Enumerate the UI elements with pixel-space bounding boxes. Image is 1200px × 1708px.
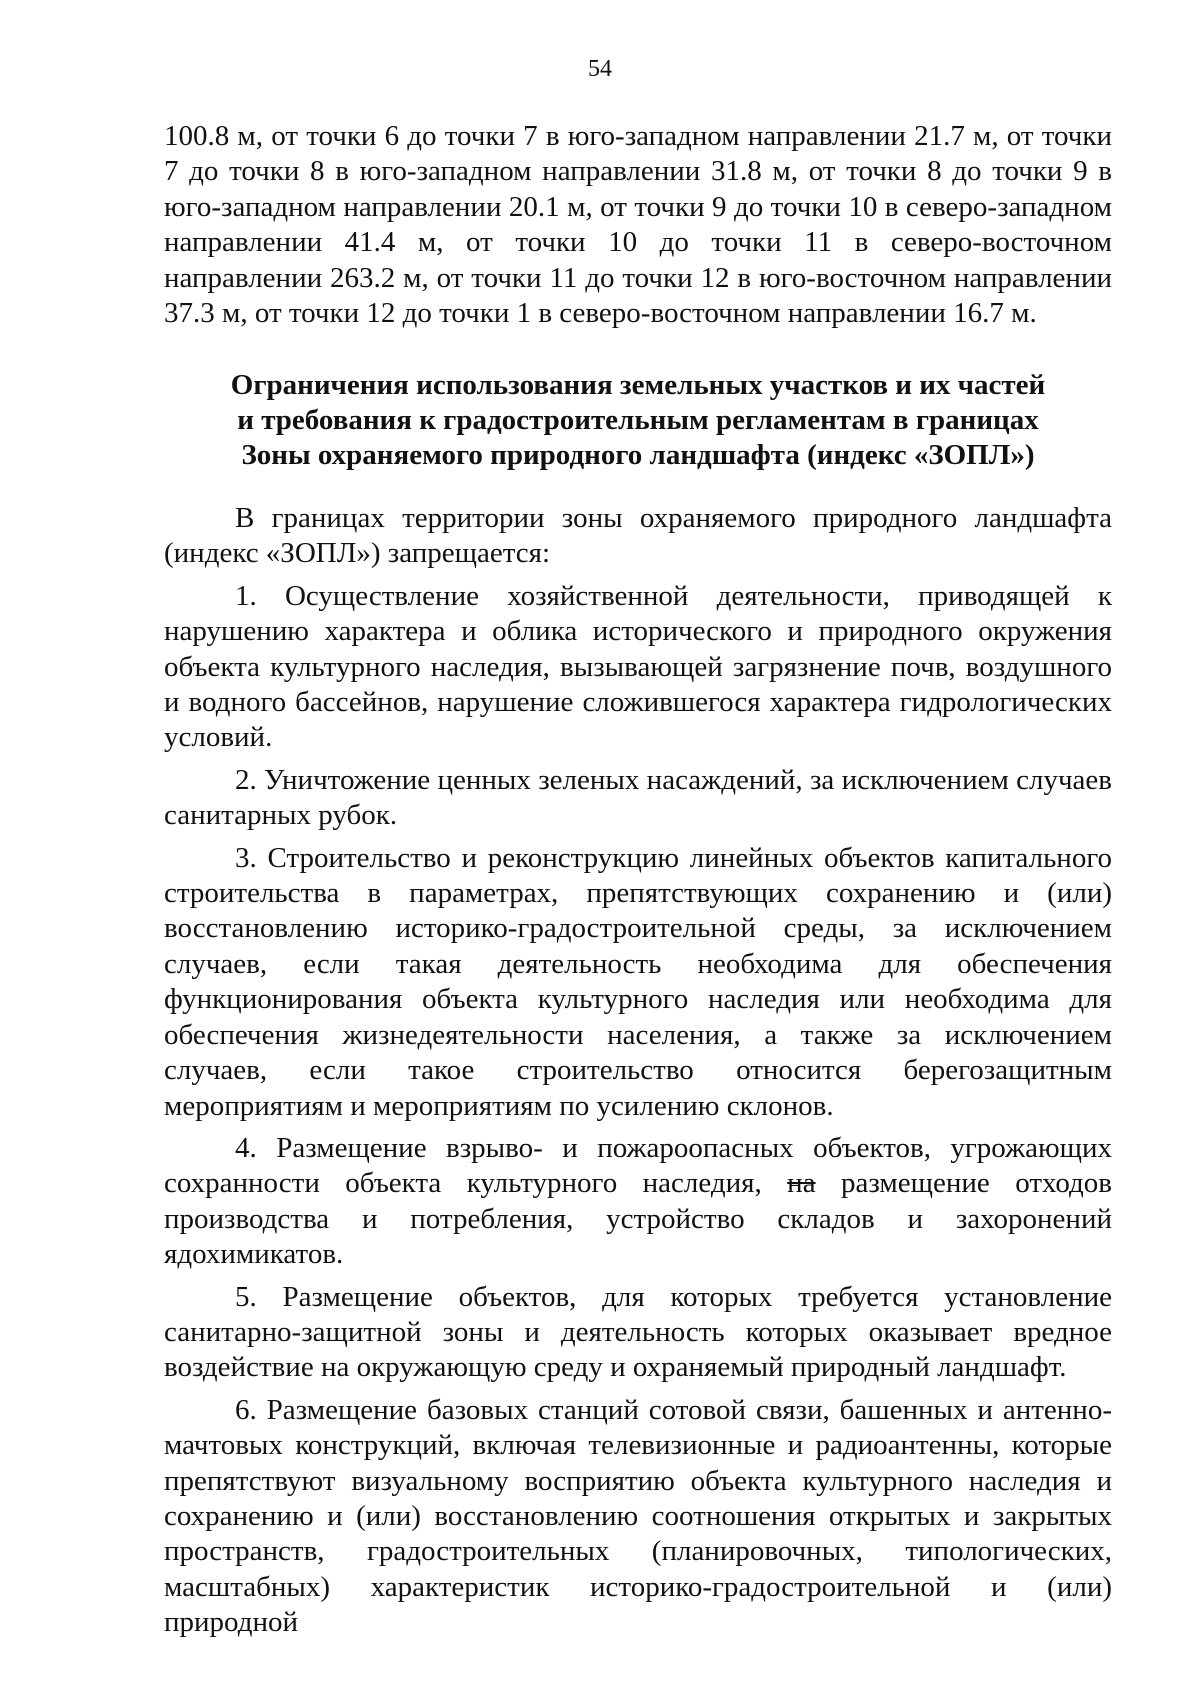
heading-line-3: Зоны охраняемого природного ландшафта (индекс «ЗОПЛ») (241, 439, 1035, 471)
list-item-6: 6. Размещение базовых станций сотовой связи, башенных и антенно-мачтовых конструкций, включая телевизионные и радиоантенны, которые препятствуют визуальному восприятию объекта культурного наследия и сохранению и (или) восстановлению соотношения открытых и закрытых пространств, градостроительных (планировочных, типологических, масштабных) характеристик историко-градостроительной и (или) природной (164, 1393, 1112, 1639)
heading-line-2: и требования к градостроительным регламентам в границах (237, 404, 1039, 436)
list-item-4-text-b: размещение отходов производства и потребления, устройство складов и захоронений ядохимикатов. (164, 1167, 1113, 1271)
list-item-4-text-a: 4. Размещение взрыво- и пожароопасных объектов, угрожающих сохранности объекта культурного наследия, (164, 1131, 1112, 1200)
struck-word: на (787, 1167, 816, 1200)
intro-paragraph: 100.8 м, от точки 6 до точки 7 в юго-западном направлении 21.7 м, от точки 7 до точки 8 в юго-западном направлении 31.8 м, от точки 8 до точки 9 в юго-западном направлении 20.1 м, от точки 9 до точки 10 в северо-западном направлении 41.4 м, от точки 10 до точки 11 в северо-восточном направлении 263.2 м, от точки 11 до точки 12 в юго-восточном направлении 37.3 м, от точки 12 до точки 1 в северо-восточном направлении 16.7 м. (164, 120, 1112, 330)
heading-line-1: Ограничения использования земельных участков и их частей (230, 369, 1046, 401)
page-number: 54 (588, 56, 612, 82)
list-item-5: 5. Размещение объектов, для которых требуется установление санитарно-защитной зоны и деятельность которых оказывает вредное воздействие на окружающую среду и охраняемый природный ландшафт. (164, 1280, 1112, 1384)
intro-section (164, 119, 1112, 331)
list-item-2: 2. Уничтожение ценных зеленых насаждений, за исключением случаев санитарных рубок. (164, 763, 1112, 832)
list-item-3: 3. Строительство и реконструкцию линейных объектов капитального строительства в параметрах, препятствующих сохранению и (или) восстановлению историко-градостроительной среды, за исключением случаев, если такая деятельность необходима для обеспечения функционирования объекта культурного наследия или необходима для обеспечения жизнедеятельности населения, а также за исключением случаев, если такое строительство относится берегозащитным мероприятиям и мероприятиям по усилению склонов. (164, 841, 1112, 1122)
lead-paragraph: В границах территории зоны охраняемого природного ландшафта (индекс «ЗОПЛ») запрещается: (164, 502, 1112, 570)
body-section (164, 501, 1112, 1641)
list-item-4 (164, 1131, 1112, 1273)
section-heading (164, 368, 1112, 473)
list-item-1: 1. Осуществление хозяйственной деятельности, приводящей к нарушению характера и облика исторического и природного окружения объекта культурного наследия, вызывающей загрязнение почв, воздушного и водного бассейнов, нарушение сложившегося характера гидрологических условий. (164, 579, 1112, 754)
